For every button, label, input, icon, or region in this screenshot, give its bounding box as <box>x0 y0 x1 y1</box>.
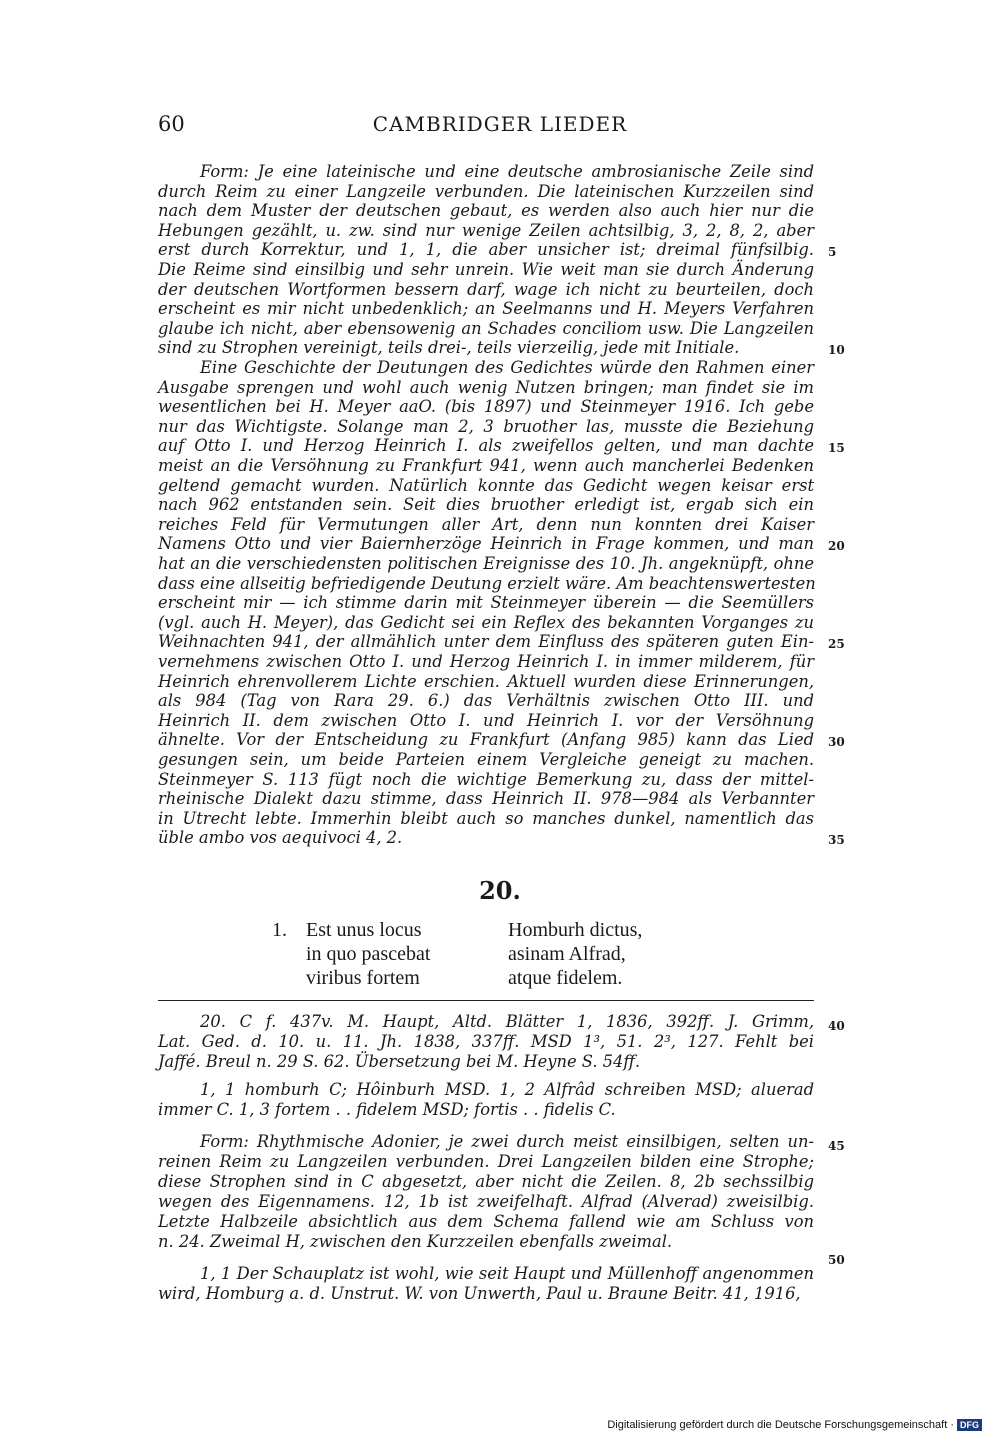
verse-left-2: in quo pascebat <box>306 943 431 965</box>
commentary-line: glaube ich nicht, aber ebensowenig an Schades conciliom usw. Die Langzeilen <box>158 318 814 338</box>
stanza-label: 1. <box>272 919 287 941</box>
verse-left-3: viribus fortem <box>306 967 420 989</box>
commentary-line: erscheint mir — ich stimme darin mit Steinmeyer überein — die Seemüllers <box>158 593 814 613</box>
line-number: 10 <box>828 343 845 358</box>
line-number: 35 <box>828 833 845 848</box>
commentary-line: Steinmeyer S. 113 fügt noch die wichtige Bemerkung zu, dass der mittel- <box>158 769 814 789</box>
commentary-line: dass eine allseitig befriedigende Deutung erzielt wäre. Am beachtenswertesten <box>158 573 816 593</box>
commentary-line: üble ambo vos aequivoci 4, 2. <box>158 828 403 848</box>
commentary-line: wesentlichen bei H. Meyer aaO. (bis 1897) und Steinmeyer 1916. Ich gebe <box>158 397 814 417</box>
note-line: 1, 1 Der Schauplatz ist wohl, wie seit Haupt und Müllenhoff angenommen <box>200 1264 814 1283</box>
commentary-line: nur das Wichtigste. Solange man 2, 3 bruother las, musste die Beziehung <box>158 416 814 436</box>
commentary-line: durch Reim zu einer Langzeile verbunden. Die lateinischen Kurzzeilen sind <box>158 181 814 201</box>
poem-number: 20. <box>479 876 521 905</box>
line-number: 40 <box>828 1019 845 1033</box>
commentary-line: Form: Je eine lateinische und eine deutsche ambrosianische Zeile sind <box>200 162 814 181</box>
commentary-line: nach 962 entstanden sein. Seit dies bruother erledigt ist, ergab sich ein <box>158 495 814 515</box>
line-number: 25 <box>828 637 845 652</box>
line-number: 50 <box>828 1253 845 1267</box>
note-line: Jaffé. Breul n. 29 S. 62. Übersetzung bei M. Heyne S. 54ff. <box>158 1052 641 1071</box>
commentary-line: Namens Otto und vier Baiernherzöge Heinrich in Frage kommen, und man <box>158 534 814 554</box>
note-line: 1, 1 homburh C; Hôinburh MSD. 1, 2 Alfrâd schreiben MSD; aluerad <box>200 1080 814 1099</box>
commentary-line: Die Reime sind einsilbig und sehr unrein. Wie weit man sie durch Änderung <box>158 260 814 279</box>
commentary-line: meist an die Versöhnung zu Frankfurt 941, wenn auch mancherlei Bedenken <box>158 456 814 475</box>
commentary-line: gesungen sein, um beide Parteien einem Vergleiche geneigt zu machen. <box>158 750 814 769</box>
commentary-line: reiches Feld für Vermutungen aller Art, denn nun konnten drei Kaiser <box>158 514 814 534</box>
commentary-line: in Utrecht lebte. Immerhin bleibt auch so manches dunkel, namentlich das <box>158 808 814 828</box>
verse-left-1: Est unus locus <box>306 919 422 941</box>
verse-right-2: asinam Alfrad, <box>508 943 626 965</box>
verse-right-1: Homburh dictus, <box>508 919 643 941</box>
commentary-line: Ausgabe sprengen und wohl auch wenig Nutzen bringen; man findet sie im <box>158 377 814 397</box>
line-number: 30 <box>828 735 845 750</box>
note-line: Form: Rhythmische Adonier, je zwei durch meist einsilbigen, selten un- <box>200 1132 814 1151</box>
commentary-line: Hebungen gezählt, u. zw. sind nur wenige Zeilen achtsilbig, 3, 2, 8, 2, aber <box>158 220 814 240</box>
commentary-line: Heinrich ehrenvollerem Lichte erschien. Aktuell wurden diese Erinnerungen, <box>158 671 814 691</box>
credit-text: Digitalisierung gefördert durch die Deutsche Forschungsgemeinschaft · <box>607 1419 954 1431</box>
commentary-line: geltend gemacht wurden. Natürlich konnte das Gedicht wegen keisar erst <box>158 475 814 495</box>
note-line: Letzte Halbzeile absichtlich aus dem Schema fallend wie am Schluss von <box>158 1212 814 1231</box>
commentary-line: Eine Geschichte der Deutungen des Gedichtes würde den Rahmen einer <box>200 358 814 377</box>
note-line: wegen des Eigennamens. 12, 1b ist zweifelhaft. Alfrad (Alverad) zweisilbig. <box>158 1192 814 1211</box>
note-line: n. 24. Zweimal H, zwischen den Kurzzeilen ebenfalls zweimal. <box>158 1232 673 1251</box>
line-number: 5 <box>828 245 837 260</box>
note-line: reinen Reim zu Langzeilen verbunden. Drei Langzeilen bilden eine Strophe; <box>158 1152 814 1171</box>
commentary-line: als 984 (Tag von Rara 29. 6.) das Verhältnis zwischen Otto III. und <box>158 691 814 711</box>
commentary-line: auf Otto I. und Herzog Heinrich I. als zweifellos gelten, und man dachte <box>158 436 814 456</box>
verse-right-3: atque fidelem. <box>508 967 623 989</box>
commentary-line: nach dem Muster der deutschen gebaut, es werden also auch hier nur die <box>158 201 814 221</box>
commentary-line: (vgl. auch H. Meyer), das Gedicht sei ein Reflex des bekannten Vorganges zu <box>158 612 814 632</box>
commentary-line: Heinrich II. dem zwischen Otto I. und Heinrich I. vor der Versöhnung <box>158 710 814 730</box>
page-number: 60 <box>158 112 185 136</box>
line-number: 15 <box>828 441 845 456</box>
commentary-line: hat an die verschiedensten politischen Ereignisse des 10. Jh. angeknüpft, ohne <box>158 554 814 573</box>
commentary-line: erscheint es mir nicht unbedenklich; an Seelmanns und H. Meyers Verfahren <box>158 299 814 319</box>
commentary-line: erst durch Korrektur, und 1, 1, die aber unsicher ist; dreimal fünfsilbig. <box>158 240 814 260</box>
line-number: 20 <box>828 539 845 554</box>
commentary-line: sind zu Strophen vereinigt, teils drei-, teils vierzeilig, jede mit Initiale. <box>158 338 740 358</box>
note-line: 20. C f. 437v. M. Haupt, Altd. Blätter 1, 1836, 392ff. J. Grimm, <box>200 1012 814 1031</box>
note-line: immer C. 1, 3 fortem . . fidelem MSD; fortis . . fidelis C. <box>158 1100 616 1119</box>
footnote-rule <box>158 1000 814 1001</box>
note-line: wird, Homburg a. d. Unstrut. W. von Unwerth, Paul u. Braune Beitr. 41, 1916, <box>158 1284 801 1303</box>
dfg-logo: DFG <box>957 1419 982 1431</box>
commentary-line: rheinische Dialekt dazu stimme, dass Heinrich II. 978—984 als Verbannter <box>158 789 814 809</box>
digitization-credit <box>607 1419 982 1431</box>
note-line: Lat. Ged. d. 10. u. 11. Jh. 1838, 337ff. MSD 1³, 51. 2³, 127. Fehlt bei <box>158 1032 814 1051</box>
line-number: 45 <box>828 1139 845 1153</box>
commentary-line: ähnelte. Vor der Entscheidung zu Frankfurt (Anfang 985) kann das Lied <box>158 730 814 750</box>
commentary-line: vernehmens zwischen Otto I. und Herzog Heinrich I. in immer milderem, für <box>158 652 814 671</box>
note-line: diese Strophen sind in C abgesetzt, aber nicht die Zeilen. 8, 2b sechssilbig <box>158 1172 814 1191</box>
commentary-line: der deutschen Wortformen bessern darf, wage ich nicht zu beurteilen, doch <box>158 279 814 299</box>
commentary-line: Weihnachten 941, der allmählich unter dem Einfluss des späteren guten Ein- <box>158 632 814 652</box>
running-title: CAMBRIDGER LIEDER <box>372 112 628 136</box>
